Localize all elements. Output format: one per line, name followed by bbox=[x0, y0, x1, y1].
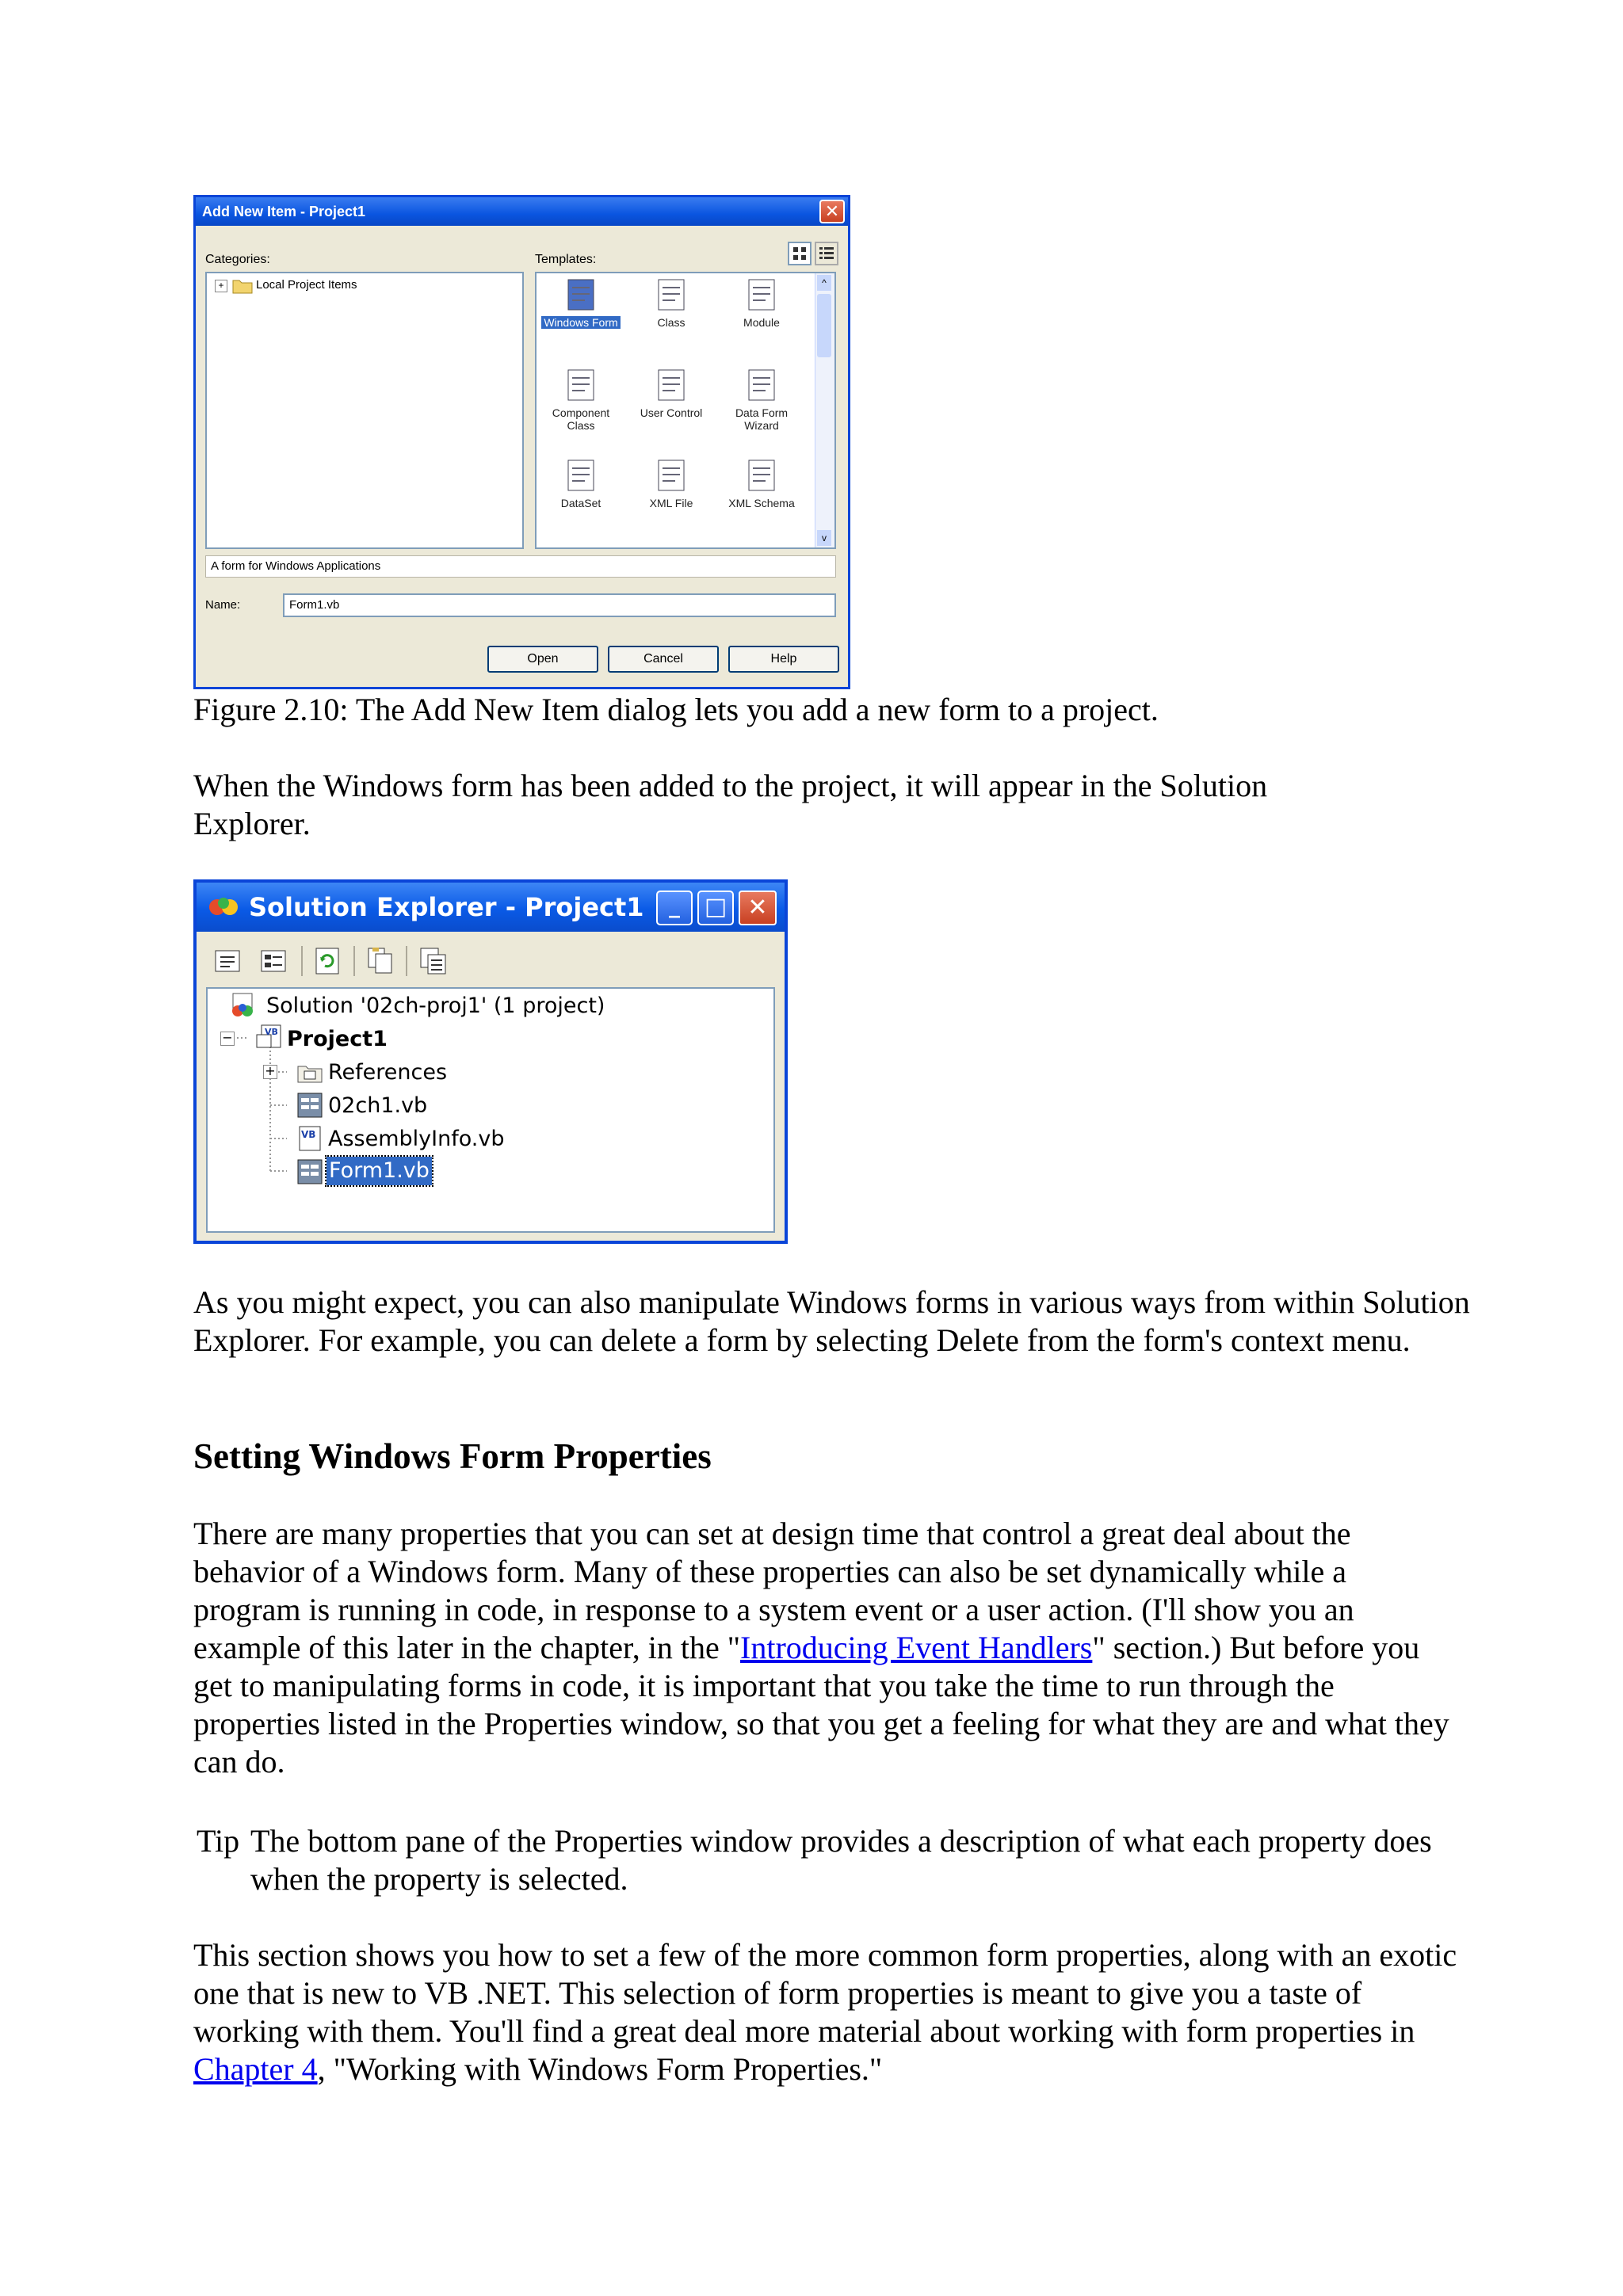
tree-item-solution[interactable]: Solution '02ch-proj1' (1 project) bbox=[266, 994, 605, 1018]
template-item[interactable] bbox=[632, 368, 711, 419]
minimize-button[interactable] bbox=[656, 891, 693, 925]
tip-label: Tip bbox=[197, 1823, 240, 1859]
introducing-event-handlers-link[interactable]: Introducing Event Handlers bbox=[740, 1630, 1093, 1665]
paragraph-3 bbox=[193, 1515, 1457, 1781]
maximize-icon: □ bbox=[704, 893, 727, 921]
toolbar-separator bbox=[353, 946, 355, 976]
refresh-icon[interactable] bbox=[314, 946, 342, 976]
paragraph-4-text-start: This section shows you how to set a few of the more common form properties, along with an exotic one that is new to VB .NET. This selection of form properties is meant to give you a taste of working with them. You'll find a great deal more material about working with form properties in bbox=[193, 1937, 1457, 2049]
toolbar-separator bbox=[406, 946, 407, 976]
tree-item-assemblyinfo-vb[interactable]: AssemblyInfo.vb bbox=[328, 1127, 505, 1151]
template-label: Module bbox=[743, 316, 780, 329]
template-icon bbox=[655, 278, 687, 313]
template-label: User Control bbox=[640, 406, 703, 419]
template-icon bbox=[565, 368, 597, 403]
solution-icon bbox=[230, 992, 257, 1019]
templates-panel[interactable] bbox=[535, 272, 836, 549]
form-file-icon bbox=[296, 1092, 323, 1119]
paragraph-3-text-start: There are many properties that you can set at design time that control a great deal about the behavior of a Windows form. Many of these properties can also be set dynamically while a program is running in code, in response to a system event or a user action. (I'll show you an example of this later in the chapter, in the " bbox=[193, 1516, 1354, 1665]
tree-item-02ch1-vb[interactable]: 02ch1.vb bbox=[328, 1093, 428, 1118]
tree-item-references[interactable]: References bbox=[328, 1060, 448, 1085]
template-label: Windows Form bbox=[541, 316, 621, 329]
large-icons-view-button[interactable] bbox=[788, 242, 812, 265]
dialog-titlebar bbox=[196, 197, 848, 226]
solution-tree-panel[interactable] bbox=[206, 987, 775, 1233]
scroll-down-button[interactable]: v bbox=[817, 530, 831, 546]
template-label: Data Form Wizard bbox=[735, 406, 789, 432]
minimize-icon: _ bbox=[669, 892, 680, 918]
vs-logo-icon bbox=[208, 894, 241, 921]
dialog-title: Add New Item - Project1 bbox=[202, 204, 366, 219]
tree-connector-lines bbox=[208, 989, 762, 1226]
vb-file-icon bbox=[296, 1125, 323, 1152]
tip-text: The bottom pane of the Properties window provides a description of what each property does when the property is selected. bbox=[250, 1823, 1432, 1897]
template-item[interactable] bbox=[541, 278, 621, 329]
paragraph-1: When the Windows form has been added to the project, it will appear in the Solution Explorer. bbox=[193, 768, 1268, 841]
category-local-project-items[interactable]: Local Project Items bbox=[256, 278, 357, 292]
properties-icon[interactable] bbox=[214, 948, 242, 974]
template-item[interactable] bbox=[632, 459, 711, 509]
figure-caption: Figure 2.10: The Add New Item dialog lets you add a new form to a project. bbox=[193, 692, 1159, 727]
template-description: A form for Windows Applications bbox=[205, 555, 836, 578]
solution-explorer-title: Solution Explorer - Project1 bbox=[249, 892, 644, 922]
view-code-icon[interactable] bbox=[260, 948, 288, 974]
template-icon bbox=[565, 459, 597, 494]
tree-item-form1-vb[interactable]: Form1.vb bbox=[327, 1157, 432, 1185]
references-folder-icon bbox=[296, 1058, 323, 1085]
template-item[interactable] bbox=[722, 278, 801, 329]
tree-item-project[interactable]: Project1 bbox=[287, 1027, 388, 1051]
template-label: XML File bbox=[649, 497, 693, 509]
name-input[interactable]: Form1.vb bbox=[283, 593, 836, 617]
template-icon bbox=[655, 368, 687, 403]
template-icon bbox=[746, 459, 777, 494]
close-button[interactable] bbox=[819, 200, 845, 223]
toolbar-separator bbox=[301, 946, 303, 976]
vb-project-icon bbox=[255, 1024, 282, 1051]
close-icon: ✕ bbox=[747, 894, 768, 921]
template-item[interactable] bbox=[632, 278, 711, 329]
add-new-item-dialog bbox=[193, 195, 850, 689]
copy-project-icon[interactable] bbox=[366, 946, 395, 976]
solution-explorer-titlebar bbox=[197, 883, 785, 932]
folder-icon bbox=[232, 277, 253, 294]
form-file-icon bbox=[296, 1158, 323, 1185]
project-collapse-toggle[interactable]: − bbox=[220, 1032, 235, 1046]
maximize-button[interactable] bbox=[697, 891, 734, 925]
template-item[interactable] bbox=[541, 459, 621, 509]
svg-text:VB: VB bbox=[301, 1129, 316, 1140]
solution-explorer-close-button[interactable] bbox=[739, 891, 777, 925]
solution-explorer-toolbar bbox=[208, 941, 770, 981]
open-button[interactable]: Open bbox=[487, 646, 598, 673]
paragraph-4-text-end: , "Working with Windows Form Properties." bbox=[317, 2051, 883, 2087]
template-label: Class bbox=[657, 316, 685, 329]
cancel-button[interactable]: Cancel bbox=[608, 646, 719, 673]
template-label: XML Schema bbox=[728, 497, 795, 509]
svg-text:VB: VB bbox=[265, 1027, 278, 1037]
name-label: Name: bbox=[205, 598, 241, 612]
template-icon bbox=[655, 459, 687, 494]
template-icon bbox=[746, 278, 777, 313]
templates-scrollbar[interactable] bbox=[815, 273, 834, 547]
templates-label: Templates: bbox=[535, 253, 597, 266]
template-label: DataSet bbox=[560, 497, 601, 509]
template-label: Component Class bbox=[552, 406, 610, 432]
help-button[interactable]: Help bbox=[728, 646, 839, 673]
solution-explorer-window bbox=[193, 879, 788, 1244]
template-item[interactable] bbox=[722, 459, 801, 509]
scroll-thumb[interactable] bbox=[817, 294, 831, 357]
tree-expander[interactable]: + bbox=[215, 280, 227, 292]
paragraph-3-text-end: " section.) But before you get to manipulating forms in code, it is important that you take the time to run through the properties listed in the Properties window, so that you get a feeling for what they are and what they can do. bbox=[193, 1630, 1449, 1779]
large-icons-icon bbox=[789, 243, 810, 264]
paragraph-4 bbox=[193, 1936, 1461, 2088]
paragraph-2: As you might expect, you can also manipulate Windows forms in various ways from within Solution Explorer. For example, you can delete a form by selecting Delete from the form's context menu. bbox=[193, 1284, 1470, 1358]
template-item[interactable] bbox=[541, 368, 621, 432]
show-all-files-icon[interactable] bbox=[418, 946, 449, 976]
categories-label: Categories: bbox=[205, 253, 270, 266]
section-heading: Setting Windows Form Properties bbox=[193, 1436, 712, 1476]
references-expand-toggle[interactable]: + bbox=[263, 1065, 277, 1079]
categories-panel[interactable] bbox=[205, 272, 524, 549]
template-item[interactable] bbox=[722, 368, 801, 432]
scroll-up-button[interactable]: ^ bbox=[817, 275, 831, 291]
list-view-icon bbox=[816, 243, 837, 264]
chapter-4-link[interactable]: Chapter 4 bbox=[193, 2051, 318, 2087]
list-view-button[interactable] bbox=[815, 242, 838, 265]
template-icon bbox=[746, 368, 777, 403]
close-icon: ✕ bbox=[824, 201, 840, 221]
template-icon bbox=[565, 278, 597, 313]
